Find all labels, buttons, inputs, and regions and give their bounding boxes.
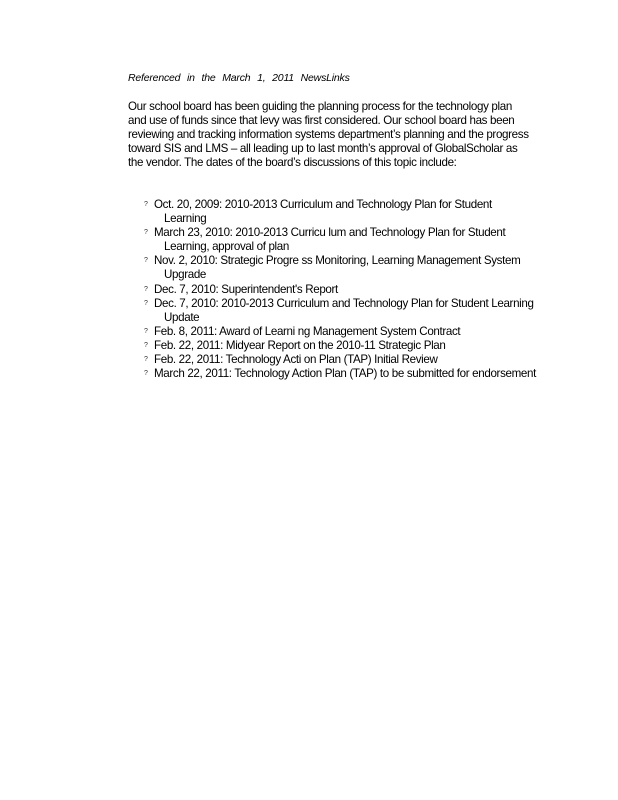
list-item [144, 339, 544, 353]
list-item [144, 254, 544, 282]
bullet-icon: ? [144, 257, 148, 265]
bullet-icon: ? [144, 285, 148, 293]
bullet-icon: ? [144, 201, 148, 208]
bullet-icon: ? [144, 229, 148, 237]
list-item [144, 198, 544, 226]
reference-line: Referenced in the March 1, 2011 NewsLinks [128, 72, 350, 84]
list-item [144, 297, 544, 325]
list-item-text: Feb. 8, 2011: Award of Learni ng Management System Contract [154, 324, 461, 338]
bullet-icon: ? [144, 356, 148, 364]
board-discussion-dates-list [144, 198, 544, 381]
bullet-icon: ? [144, 327, 148, 335]
list-item-text: Nov. 2, 2010: Strategic Progre ss Monitoring, Learning Management System Upgrade [154, 254, 521, 282]
bullet-icon: ? [144, 299, 148, 307]
bullet-icon: ? [144, 341, 148, 349]
list-item-text: Dec. 7, 2010: Superintendent's Report [154, 282, 338, 296]
list-item [144, 325, 544, 339]
list-item-text: March 23, 2010: 2010-2013 Curricu lum and Technology Plan for Student Learning, approval of plan [154, 226, 506, 254]
list-item-text: March 22, 2011: Technology Action Plan (TAP) to be submitted for endorsement [154, 367, 536, 381]
list-item [144, 353, 544, 367]
list-item [144, 226, 544, 254]
bullet-icon: ? [144, 370, 148, 378]
list-item-text: Feb. 22, 2011: Technology Acti on Plan (TAP) Initial Review [154, 353, 438, 367]
list-item-text: Dec. 7, 2010: 2010-2013 Curriculum and Technology Plan for Student Learning Update [154, 296, 534, 324]
list-item [144, 283, 544, 297]
intro-paragraph: Our school board has been guiding the planning process for the technology plan and use of funds since that levy was first considered. Our school board has been reviewing and tracking information systems department’s planning and the progress toward SIS and LMS – all leading up to last month’s approval of GlobalScholar as the vendor. The dates of the board’s discussions of this topic include: [128, 100, 529, 170]
list-item-text: Feb. 22, 2011: Midyear Report on the 2010-11 Strategic Plan [154, 338, 446, 352]
list-item-text: Oct. 20, 2009: 2010-2013 Curriculum and Technology Plan for Student Learning [154, 198, 492, 226]
list-item [144, 367, 544, 381]
